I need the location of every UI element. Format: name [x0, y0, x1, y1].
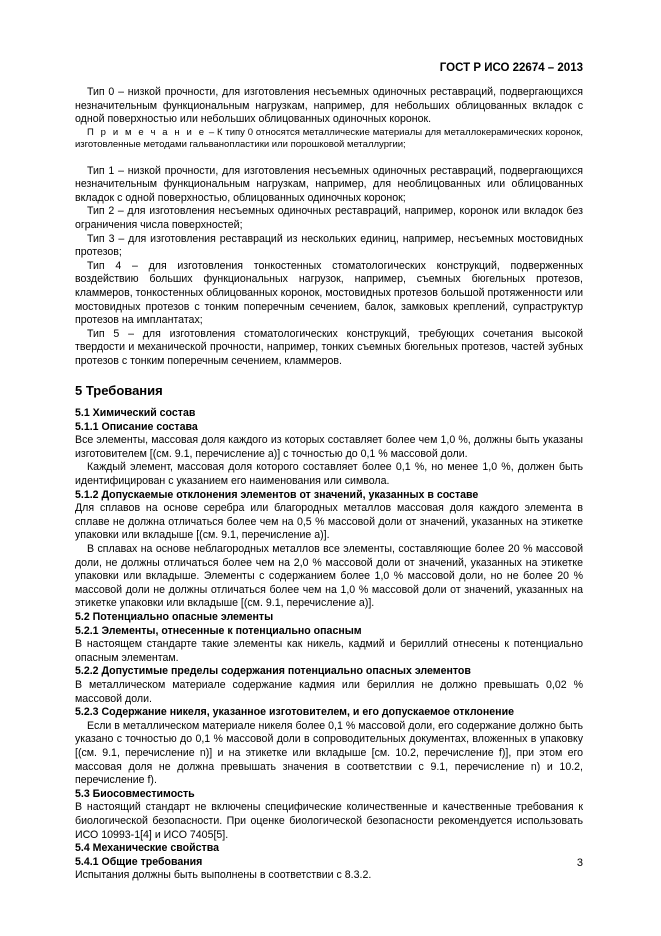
paragraph-5-1-1-a: Все элементы, массовая доля каждого из которых составляет более чем 1,0 %, должны быть указаны изготовителем [(см. 9.1, перечисление а)] с точностью до 0,1 % массовой доли.	[75, 434, 583, 460]
paragraph-5-2-3: Если в металлическом материале никеля более 0,1 % массовой доли, его содержание должно быть указано с точностью до 0,1 % массовой доли в сопроводительных документах, вложенных в упаковку [(см. 9.1, перечисление n)] и на этикетке или вкладыше [см. 10.2, перечисление f)], при этом его массовая доля не должна превышать значения в соответствии с 9.1, перечисление n) и 10.2, перечисление f).	[75, 719, 583, 787]
paragraph-5-2-1: В настоящем стандарте такие элементы как никель, кадмий и бериллий отнесены к потенциально опасным элементам.	[75, 638, 583, 664]
heading-5-2-1: 5.2.1 Элементы, отнесенные к потенциально опасным	[75, 624, 362, 637]
type-3-paragraph: Тип 3 – для изготовления реставраций из нескольких единиц, например, несъемных мостовидных протезов;	[75, 232, 583, 259]
section-5-title: 5 Требования	[75, 382, 163, 398]
type-4-paragraph: Тип 4 – для изготовления тонкостенных стоматологических конструкций, подверженных воздействию больших функциональных нагрузок, например, съемных бюгельных протезов, кламмеров, тонкостенных облицованных коронок, мостовидных протезов большой протяженности или мостовидных протезов с тонким поперечным сечением, балок, замковых креплений, супраструктур протезов на имплантатах;	[75, 259, 583, 327]
heading-5-3: 5.3 Биосовместимость	[75, 787, 195, 800]
type-5-paragraph: Тип 5 – для изготовления стоматологических конструкций, требующих сочетания высокой твердости и механической прочности, например, тонких съемных бюгельных протезов, частей зубных протезов с тонким поперечным сечением, кламмеров.	[75, 327, 583, 367]
note-paragraph	[75, 127, 583, 152]
paragraph-5-1-2-a: Для сплавов на основе серебра или благородных металлов массовая доля каждого элемента в сплаве не должна отличаться более чем на 0,5 % массовой доли от значений, указанных на этикетке упаковки или вкладыше [(см. 9.1, перечисление а)].	[75, 502, 583, 542]
heading-5-2: 5.2 Потенциально опасные элементы	[75, 611, 274, 623]
note-label: П р и м е ч а н и е	[87, 126, 206, 138]
paragraph-5-4-1: Испытания должны быть выполнены в соответствии с 8.3.2.	[75, 869, 372, 882]
paragraph-5-1-1-b: Каждый элемент, массовая доля которого составляет более 0,1 %, но менее 1,0 %, должен быть идентифицирован с указанием его наименования или символа.	[75, 461, 583, 488]
standard-header: ГОСТ Р ИСО 22674 – 2013	[439, 62, 583, 74]
page-content	[75, 86, 583, 883]
type-0-paragraph: Тип 0 – низкой прочности, для изготовления несъемных одиночных реставраций, подвергающихся незначительным функциональным нагрузкам, например, для небольших облицованных вкладок с одной поверхностью или небольших облицованных одиночных коронок.	[75, 86, 583, 126]
paragraph-5-3: В настоящий стандарт не включены специфические количественные и качественные требования к биологической безопасности. При оценке биологической безопасности рекомендуется использовать ИСО 10993-1[4] и ИСО 7405[5].	[75, 801, 583, 841]
type-1-paragraph: Тип 1 – низкой прочности, для изготовления несъемных одиночных реставраций, подвергающихся незначительным функциональным нагрузкам, например, для необлицованных или облицованных вкладок с одной поверхностью, облицованных одиночных коронок;	[75, 164, 583, 204]
heading-5-4: 5.4 Механические свойства	[75, 842, 219, 855]
type-2-paragraph: Тип 2 – для изготовления несъемных одиночных реставраций, например, коронок или вкладок без ограничения числа поверхностей;	[75, 205, 583, 231]
heading-5-4-1: 5.4.1 Общие требования	[75, 855, 203, 868]
heading-5-2-2: 5.2.2 Допустимые пределы содержания потенциально опасных элементов	[75, 665, 471, 678]
heading-5-2-3: 5.2.3 Содержание никеля, указанное изготовителем, и его допускаемое отклонение	[75, 706, 514, 719]
heading-5-1-1: 5.1.1 Описание состава	[75, 420, 198, 433]
page-number: 3	[576, 857, 583, 869]
paragraph-5-1-2-b: В сплавах на основе неблагородных металлов все элементы, составляющие более 20 % массовой доли, не должны отличаться более чем на 2,0 % массовой доли от значений, указанных на этикетке упаковки или вкладыше. Элементы с содержанием более 1,0 % массовой доли, но не более 20 % массовой доли не должны отличаться более чем на 1,0 % массовой доли от значений, указанных на этикетке упаковки или вкладыше [(см. 9.1, перечисление а)].	[75, 543, 583, 610]
heading-5-1: 5.1 Химический состав	[75, 407, 196, 420]
paragraph-5-2-2: В металлическом материале содержание кадмия или бериллия не должно превышать 0,02 % массовой доли.	[75, 678, 583, 705]
heading-5-1-2: 5.1.2 Допускаемые отклонения элементов от значений, указанных в составе	[75, 488, 479, 501]
note-text: – К типу 0 относятся металлические материалы для металлокерамических коронок, изготовленные методами гальванопластики или порошковой металлургии;	[75, 126, 583, 151]
